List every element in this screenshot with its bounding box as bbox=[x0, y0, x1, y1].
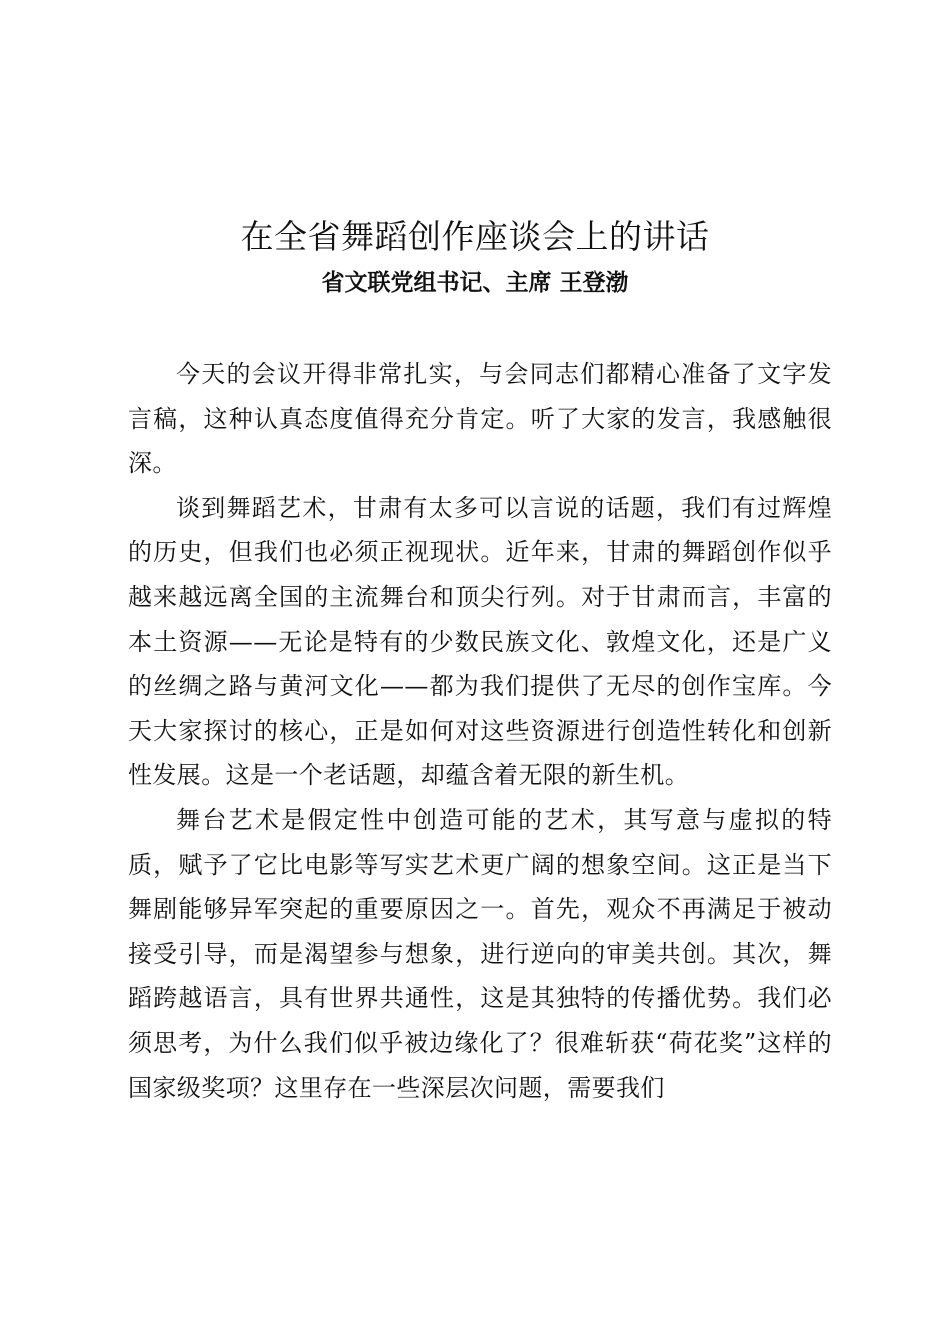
speech-body bbox=[128, 352, 832, 1110]
speaker-name: 王登渤 bbox=[559, 269, 629, 296]
paragraph-1: 今天的会议开得非常扎实，与会同志们都精心准备了文字发言稿，这种认真态度值得充分肯定。听了大家的发言，我感触很深。 bbox=[128, 360, 832, 478]
paragraph-2: 谈到舞蹈艺术，甘肃有太多可以言说的话题，我们有过辉煌的历史，但我们也必须正视现状。近年来，甘肃的舞蹈创作似乎越来越远离全国的主流舞台和顶尖行列。对于甘肃而言，丰富的本土资源——无论是特有的少数民族文化、敦煌文化，还是广义的丝绸之路与黄河文化——都为我们提供了无尽的创作宝库。今天大家探讨的核心，正是如何对这些资源进行创造性转化和创新性发展。这是一个老话题，却蕴含着无限的新生机。 bbox=[128, 493, 832, 790]
speaker-role: 省文联党组书记、主席 bbox=[321, 269, 552, 296]
document-title: 在全省舞蹈创作座谈会上的讲话 bbox=[240, 217, 710, 256]
speaker-byline bbox=[0, 266, 950, 300]
paragraph-3: 舞台艺术是假定性中创造可能的艺术，其写意与虚拟的特质，赋予了它比电影等写实艺术更广阔的想象空间。这正是当下舞剧能够异军突起的重要原因之一。首先，观众不再满足于被动接受引导，而是渴望参与想象，进行逆向的审美共创。其次，舞蹈跨越语言，具有世界共通性，这是其独特的传播优势。我们必须思考，为什么我们似乎被边缘化了？很难斩获“荷花奖”这样的国家级奖项？这里存在一些深层次问题，需要我们 bbox=[128, 805, 832, 1102]
